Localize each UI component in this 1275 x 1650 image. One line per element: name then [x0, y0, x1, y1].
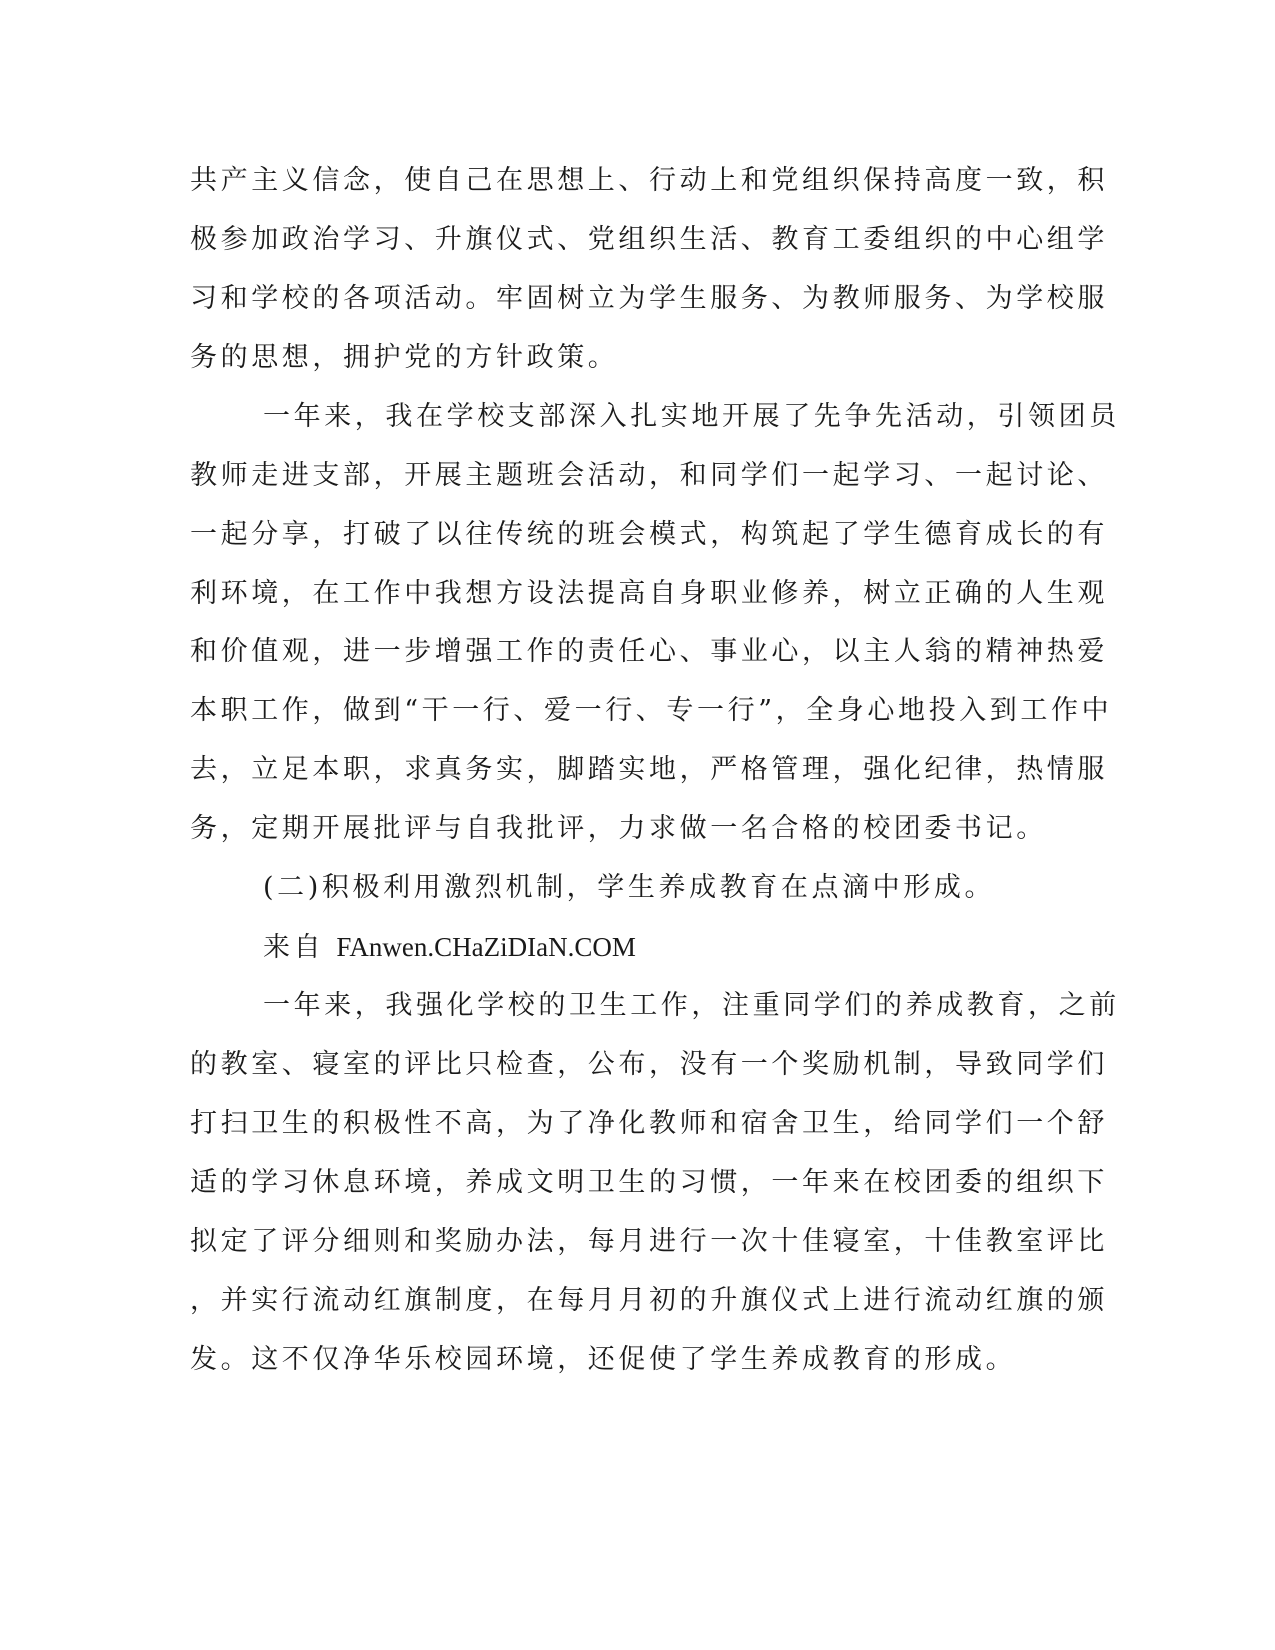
paragraph-line: 发。这不仅净华乐校园环境，还促使了学生养成教育的形成。 [190, 1344, 1017, 1375]
paragraph-line: 适的学习休息环境，养成文明卫生的习惯，一年来在校团委的组织下 [190, 1167, 1108, 1198]
paragraph-line: ，并实行流动红旗制度，在每月月初的升旗仪式上进行流动红旗的颁 [190, 1285, 1108, 1316]
source-line [263, 929, 636, 966]
paragraph-line: 去，立足本职，求真务实，脚踏实地，严格管理，强化纪律，热情服 [190, 754, 1108, 785]
paragraph-line: 一年来，我在学校支部深入扎实地开展了先争先活动，引领团员 [263, 401, 1120, 432]
paragraph-line: 习和学校的各项活动。牢固树立为学生服务、为教师服务、为学校服 [190, 283, 1108, 314]
paragraph-line: 拟定了评分细则和奖励办法，每月进行一次十佳寝室，十佳教室评比 [190, 1226, 1108, 1257]
section-heading: (二)积极利用激烈机制，学生养成教育在点滴中形成。 [263, 872, 996, 903]
paragraph-line: 共产主义信念，使自己在思想上、行动上和党组织保持高度一致，积 [190, 165, 1108, 196]
paragraph-line: 教师走进支部，开展主题班会活动，和同学们一起学习、一起讨论、 [190, 460, 1108, 491]
paragraph-line: 利环境，在工作中我想方设法提高自身职业修养，树立正确的人生观 [190, 578, 1108, 609]
paragraph-line: 本职工作，做到“干一行、爱一行、专一行”，全身心地投入到工作中 [190, 695, 1113, 726]
source-domain: FAnwen.CHaZiDIaN.COM [336, 932, 636, 962]
paragraph-line: 和价值观，进一步增强工作的责任心、事业心，以主人翁的精神热爱 [190, 636, 1108, 667]
paragraph-line: 一起分享，打破了以往传统的班会模式，构筑起了学生德育成长的有 [190, 519, 1108, 550]
paragraph-line: 的教室、寝室的评比只检查，公布，没有一个奖励机制，导致同学们 [190, 1049, 1108, 1080]
paragraph-line: 务的思想，拥护党的方针政策。 [190, 342, 619, 373]
paragraph-line: 极参加政治学习、升旗仪式、党组织生活、教育工委组织的中心组学 [190, 224, 1108, 255]
paragraph-line: 打扫卫生的积极性不高，为了净化教师和宿舍卫生，给同学们一个舒 [190, 1108, 1108, 1139]
paragraph-line: 务，定期开展批评与自我批评，力求做一名合格的校团委书记。 [190, 813, 1047, 844]
source-prefix: 来自 [263, 932, 337, 963]
paragraph-line: 一年来，我强化学校的卫生工作，注重同学们的养成教育，之前 [263, 990, 1120, 1021]
